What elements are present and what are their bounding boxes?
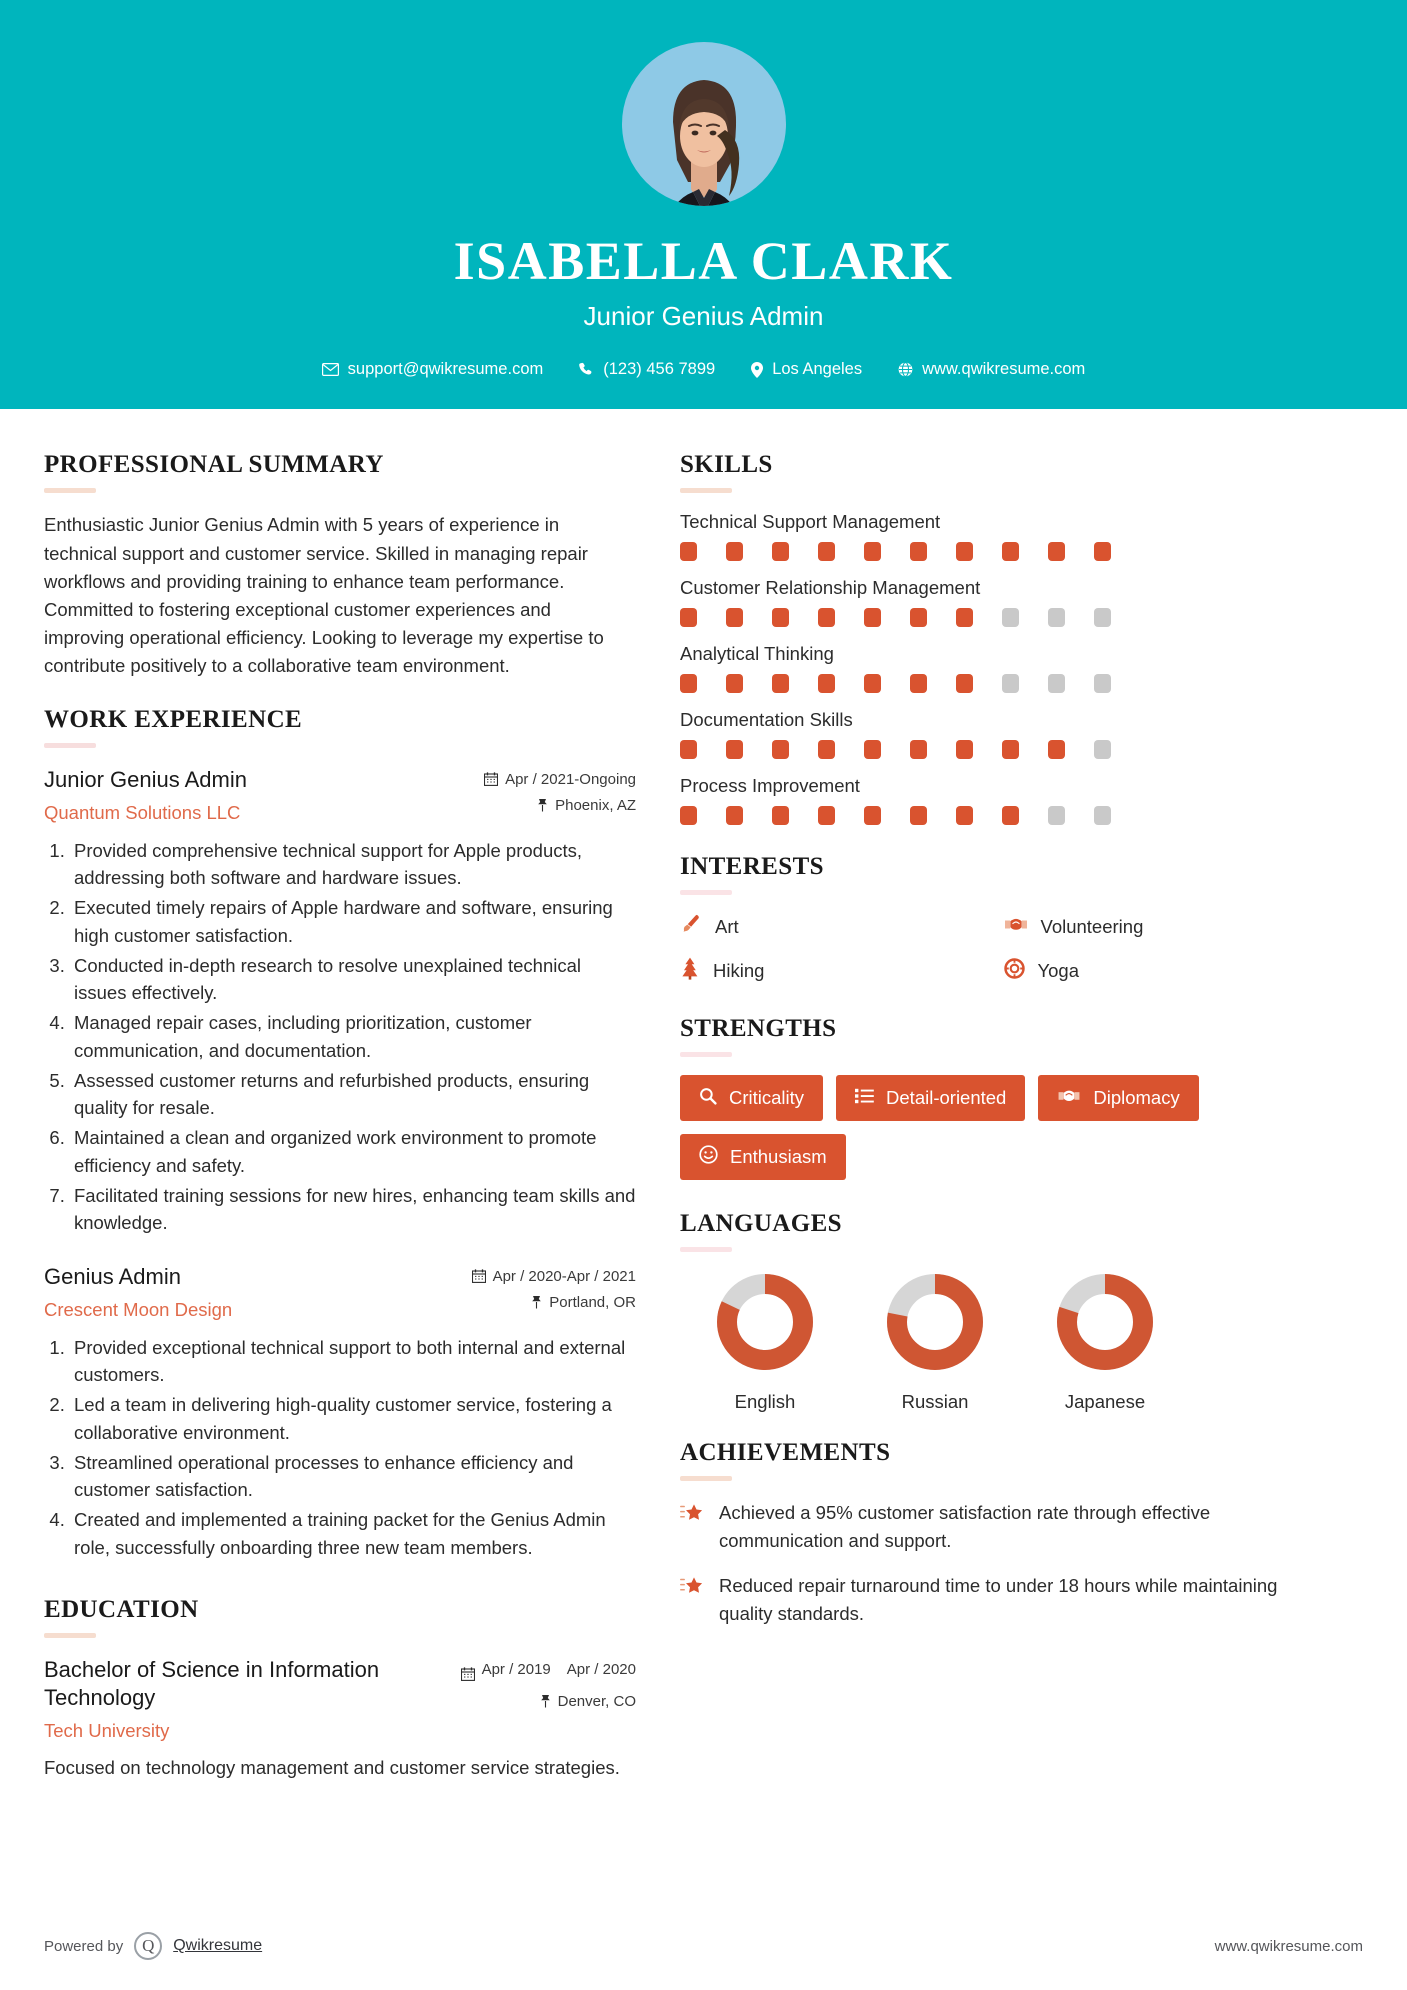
skill-label: Technical Support Management — [680, 511, 941, 533]
strength-label: Criticality — [729, 1087, 805, 1109]
skill-rating-dot — [864, 806, 881, 825]
skill-rating-dot — [956, 542, 973, 561]
section-education — [44, 1596, 636, 1782]
skill-rating-dot — [956, 740, 973, 759]
skill-rating-dot — [910, 542, 927, 561]
skill-rating-dot — [864, 674, 881, 693]
skill-rating-dot — [680, 740, 697, 759]
job-title-block — [44, 1263, 458, 1321]
section-divider — [680, 488, 732, 493]
education-date-end: Apr / 2020 — [566, 1660, 636, 1678]
skill-rating-dot — [680, 806, 697, 825]
job-header — [44, 766, 636, 824]
section-divider — [44, 1633, 96, 1638]
skill-rating-dot — [1094, 542, 1111, 561]
skills-heading: SKILLS — [680, 451, 773, 479]
section-interests — [680, 853, 1317, 985]
language-item — [1020, 1270, 1190, 1413]
job-bullet: 1. Provided comprehensive technical support for Apple products, addressing both software and hardware issues. — [70, 837, 636, 893]
resume-footer — [0, 1906, 1407, 1990]
lifebuoy-icon — [1004, 958, 1025, 984]
skill-rating-dot — [910, 608, 927, 627]
job-location — [458, 797, 636, 816]
job-meta — [458, 766, 636, 823]
skill-rating-dot — [1048, 542, 1065, 561]
education-entry — [44, 1656, 636, 1782]
skill-rating-dot — [818, 542, 835, 561]
education-location-text: Denver, CO — [557, 1692, 636, 1710]
job-bullet: 1. Provided exceptional technical support to both internal and external customers. — [70, 1334, 636, 1390]
footer-branding — [44, 1932, 262, 1960]
skill-rating-dot — [1002, 806, 1019, 825]
job-subtitle: Junior Genius Admin — [583, 301, 824, 332]
job-dates — [458, 1268, 636, 1287]
contact-website-text: www.qwikresume.com — [922, 360, 1086, 379]
envelope-icon — [322, 363, 339, 376]
strength-chip[interactable] — [680, 1134, 846, 1180]
skill-rating-dot — [772, 674, 789, 693]
skill-label: Customer Relationship Management — [680, 577, 981, 599]
strength-chip[interactable] — [1038, 1075, 1198, 1121]
job-header — [44, 1263, 636, 1321]
avatar-photo — [655, 70, 753, 206]
job-title-block — [44, 766, 458, 824]
skill-rating-dot — [910, 740, 927, 759]
skill-label: Documentation Skills — [680, 709, 853, 731]
skill-rating-dot — [1094, 674, 1111, 693]
map-pin-icon — [540, 1693, 551, 1712]
magnifier-icon — [699, 1087, 717, 1110]
right-column — [680, 451, 1317, 1906]
interest-label: Art — [715, 915, 739, 937]
language-donut-chart — [1053, 1270, 1157, 1374]
map-pin-icon — [537, 797, 548, 816]
education-description: Focused on technology management and customer service strategies. — [44, 1756, 620, 1778]
section-work-experience — [44, 706, 636, 1562]
language-donut-chart — [713, 1270, 817, 1374]
strength-label: Enthusiasm — [730, 1146, 827, 1168]
job-title: Junior Genius Admin — [44, 767, 247, 793]
job-bullet: 5. Assessed customer returns and refurbished products, ensuring quality for resale. — [70, 1067, 636, 1123]
skill-item — [680, 643, 1317, 693]
job-company: Quantum Solutions LLC — [44, 801, 241, 823]
skill-rating-dot — [956, 608, 973, 627]
skill-rating-dot — [910, 674, 927, 693]
language-item — [680, 1270, 850, 1413]
skill-rating-dot — [818, 674, 835, 693]
languages-list — [680, 1270, 1317, 1413]
education-degree: Bachelor of Science in Information Technology — [44, 1656, 380, 1711]
interest-item — [1004, 957, 1318, 985]
summary-heading: PROFESSIONAL SUMMARY — [44, 451, 384, 479]
left-column — [44, 451, 636, 1906]
achievement-item — [680, 1499, 1317, 1554]
language-item — [850, 1270, 1020, 1413]
section-professional-summary — [44, 451, 636, 680]
job-bullet: 3. Conducted in-depth research to resolve unexplained technical issues effectively. — [70, 952, 636, 1008]
skill-rating-dot — [956, 806, 973, 825]
language-label: English — [734, 1391, 796, 1413]
skill-item — [680, 511, 1317, 561]
job-dates-text: Apr / 2021-Ongoing — [505, 771, 636, 789]
work-experience-entry — [44, 766, 636, 1237]
achievements-heading: ACHIEVEMENTS — [680, 1439, 891, 1467]
skill-rating-dot — [1048, 740, 1065, 759]
skill-label: Analytical Thinking — [680, 643, 834, 665]
qwikresume-logo-icon: Q — [134, 1932, 162, 1960]
contact-row — [0, 360, 1407, 379]
interest-label: Yoga — [1037, 960, 1080, 982]
skill-rating — [680, 806, 1317, 825]
education-heading: EDUCATION — [44, 1595, 199, 1623]
page-title: ISABELLA CLARK — [453, 231, 954, 291]
skill-rating-dot — [772, 608, 789, 627]
skill-rating-dot — [1094, 806, 1111, 825]
phone-icon — [579, 362, 594, 377]
skill-rating-dot — [1002, 740, 1019, 759]
skills-list — [680, 511, 1317, 825]
section-strengths — [680, 1015, 1317, 1180]
job-bullet: 3. Streamlined operational processes to enhance efficiency and customer satisfaction. — [70, 1449, 636, 1505]
interests-grid — [680, 913, 1317, 985]
job-meta — [458, 1263, 636, 1320]
skill-item — [680, 709, 1317, 759]
resume-body — [0, 409, 1407, 1906]
education-meta — [458, 1656, 636, 1719]
contact-email[interactable] — [304, 360, 562, 379]
interest-label: Volunteering — [1040, 915, 1144, 937]
skill-rating-dot — [772, 806, 789, 825]
skill-rating-dot — [726, 542, 743, 561]
skill-rating-dot — [726, 806, 743, 825]
contact-location[interactable] — [733, 360, 880, 379]
section-divider — [680, 1052, 732, 1057]
education-dates — [458, 1661, 636, 1685]
skill-rating — [680, 674, 1317, 693]
section-languages — [680, 1210, 1317, 1413]
job-bullets — [44, 1334, 636, 1562]
language-label: Russian — [901, 1391, 969, 1413]
skill-rating-dot — [818, 740, 835, 759]
paintbrush-icon — [680, 913, 702, 940]
skill-rating-dot — [910, 806, 927, 825]
interest-item — [680, 913, 994, 940]
job-title: Genius Admin — [44, 1264, 181, 1290]
skill-rating — [680, 542, 1317, 561]
calendar-icon — [461, 1661, 475, 1685]
avatar — [622, 42, 786, 206]
interest-item — [680, 957, 994, 985]
section-achievements — [680, 1439, 1317, 1627]
contact-phone-text: (123) 456 7899 — [603, 360, 716, 379]
contact-website[interactable] — [880, 360, 1103, 379]
qwikresume-brand-link[interactable]: Qwikresume — [173, 1937, 263, 1954]
skill-rating-dot — [680, 542, 697, 561]
job-bullet: 4. Created and implemented a training packet for the Genius Admin role, successfully onboarding three new team members. — [70, 1506, 636, 1562]
footer-website[interactable]: www.qwikresume.com — [1214, 1937, 1363, 1955]
job-bullet: 2. Executed timely repairs of Apple hardware and software, ensuring high customer satisfaction. — [70, 894, 636, 950]
skill-item — [680, 577, 1317, 627]
star-icon — [680, 1499, 704, 1529]
skill-rating-dot — [726, 740, 743, 759]
section-divider — [44, 488, 96, 493]
smiley-icon — [699, 1145, 718, 1169]
work-experience-heading: WORK EXPERIENCE — [44, 706, 303, 734]
job-location-text: Portland, OR — [549, 1294, 636, 1312]
skill-rating-dot — [1048, 806, 1065, 825]
handshake-icon — [1004, 914, 1028, 939]
globe-icon — [898, 362, 913, 377]
job-dates — [458, 771, 636, 790]
education-title-block — [44, 1656, 458, 1742]
contact-phone[interactable] — [561, 360, 733, 379]
skill-rating-dot — [1048, 608, 1065, 627]
skill-rating-dot — [1002, 608, 1019, 627]
interests-heading: INTERESTS — [680, 853, 824, 881]
job-company: Crescent Moon Design — [44, 1298, 233, 1320]
job-dates-text: Apr / 2020-Apr / 2021 — [492, 1268, 636, 1286]
skill-rating-dot — [956, 674, 973, 693]
education-school: Tech University — [44, 1719, 170, 1741]
pine-tree-icon — [680, 957, 700, 985]
skill-item — [680, 775, 1317, 825]
skill-rating-dot — [1048, 674, 1065, 693]
education-location — [458, 1693, 636, 1712]
strengths-heading: STRENGTHS — [680, 1015, 837, 1043]
map-pin-icon — [531, 1294, 542, 1313]
interest-item — [1004, 913, 1318, 940]
skill-rating-dot — [1002, 542, 1019, 561]
strength-chip[interactable] — [680, 1075, 823, 1121]
strength-chip[interactable] — [836, 1075, 1025, 1121]
skill-rating-dot — [818, 806, 835, 825]
section-skills — [680, 451, 1317, 825]
skill-rating-dot — [680, 674, 697, 693]
skill-rating-dot — [726, 674, 743, 693]
skill-rating — [680, 740, 1317, 759]
section-divider — [680, 890, 732, 895]
section-divider — [680, 1476, 732, 1481]
achievement-item — [680, 1572, 1317, 1627]
powered-by-label: Powered by — [44, 1937, 124, 1955]
skill-rating-dot — [1094, 740, 1111, 759]
work-experience-entry — [44, 1263, 636, 1562]
skill-rating-dot — [864, 740, 881, 759]
language-donut-chart — [883, 1270, 987, 1374]
job-location — [458, 1294, 636, 1313]
skill-rating-dot — [772, 740, 789, 759]
skill-rating-dot — [726, 608, 743, 627]
strength-label: Diplomacy — [1093, 1087, 1180, 1109]
skill-rating-dot — [680, 608, 697, 627]
job-location-text: Phoenix, AZ — [555, 797, 636, 815]
skill-label: Process Improvement — [680, 775, 860, 797]
job-bullet: 4. Managed repair cases, including prioritization, customer communication, and documentation. — [70, 1009, 636, 1065]
languages-heading: LANGUAGES — [680, 1210, 842, 1238]
calendar-icon — [472, 1268, 486, 1287]
job-bullet: 7. Facilitated training sessions for new hires, enhancing team skills and knowledge. — [70, 1182, 636, 1238]
job-bullet: 2. Led a team in delivering high-quality customer service, fostering a collaborative environment. — [70, 1391, 636, 1447]
skill-rating-dot — [772, 542, 789, 561]
resume-header — [0, 0, 1407, 409]
contact-location-text: Los Angeles — [772, 360, 863, 379]
section-divider — [680, 1247, 732, 1252]
location-pin-icon — [751, 362, 763, 378]
calendar-icon — [484, 771, 498, 790]
education-date-start: Apr / 2019 — [481, 1660, 551, 1678]
skill-rating — [680, 608, 1317, 627]
language-label: Japanese — [1064, 1391, 1146, 1413]
skill-rating-dot — [818, 608, 835, 627]
skill-rating-dot — [1002, 674, 1019, 693]
education-header — [44, 1656, 636, 1742]
list-icon — [855, 1087, 874, 1109]
strength-label: Detail-oriented — [886, 1087, 1007, 1109]
handshake-icon — [1057, 1086, 1081, 1110]
strengths-list — [680, 1075, 1317, 1180]
achievement-text: Reduced repair turnaround time to under 18 hours while maintaining quality standards. — [719, 1575, 1278, 1624]
interest-label: Hiking — [713, 960, 765, 982]
summary-text: Enthusiastic Junior Genius Admin with 5 years of experience in technical support and customer service. Skilled in managing repair workflows and providing training to enhance team performance. Committed to fostering exceptional customer experiences and improving operational efficiency. Looking to leverage my expertise to contribute positively to a collaborative team environment. — [44, 514, 604, 676]
star-icon — [680, 1572, 704, 1602]
achievement-text: Achieved a 95% customer satisfaction rate through effective communication and support. — [719, 1502, 1211, 1551]
skill-rating-dot — [864, 608, 881, 627]
skill-rating-dot — [1094, 608, 1111, 627]
section-divider — [44, 743, 96, 748]
skill-rating-dot — [864, 542, 881, 561]
job-bullets — [44, 837, 636, 1238]
contact-email-text: support@qwikresume.com — [347, 360, 544, 379]
job-bullet: 6. Maintained a clean and organized work environment to promote efficiency and safety. — [70, 1124, 636, 1180]
